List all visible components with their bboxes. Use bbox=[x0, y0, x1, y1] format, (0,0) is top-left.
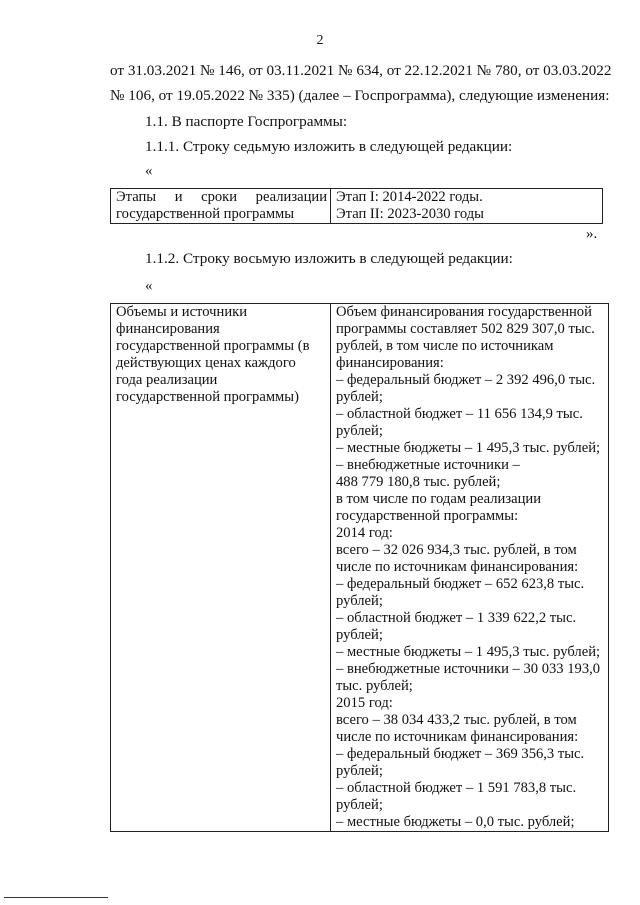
table-row bbox=[111, 304, 609, 832]
table-row bbox=[111, 189, 603, 224]
funding-value-line: – областной бюджет – 1 339 622,2 тыс. bbox=[336, 610, 577, 626]
funding-value-line: 2015 год: bbox=[336, 695, 393, 711]
funding-value-line: тыс. рублей; bbox=[336, 678, 413, 694]
funding-value-line: 488 779 180,8 тыс. рублей; bbox=[336, 474, 501, 490]
funding-value-line: Объем финансирования государственной bbox=[336, 304, 592, 320]
funding-label-cell bbox=[111, 304, 331, 832]
funding-table bbox=[110, 303, 609, 832]
intro-line-1: от 31.03.2021 № 146, от 03.11.2021 № 634, от 22.12.2021 № 780, от 03.03.2022 bbox=[110, 62, 612, 79]
quote-open-1: « bbox=[145, 163, 153, 179]
item-1-1: 1.1. В паспорте Госпрограммы: bbox=[145, 113, 348, 130]
funding-value-line: всего – 38 034 433,2 тыс. рублей, в том bbox=[336, 712, 577, 728]
item-1-1-1: 1.1.1. Строку седьмую изложить в следующей редакции: bbox=[145, 138, 513, 155]
funding-value-line: рублей; bbox=[336, 797, 383, 813]
funding-value-line: финансирования: bbox=[336, 355, 444, 371]
funding-value-line: рублей, в том числе по источникам bbox=[336, 338, 554, 354]
funding-value-line: рублей; bbox=[336, 389, 383, 405]
quote-close-1: ». bbox=[586, 226, 598, 242]
funding-value-line: – областной бюджет – 1 591 783,8 тыс. bbox=[336, 780, 577, 796]
funding-value-line: государственной программы: bbox=[336, 508, 519, 524]
stages-label-cell bbox=[111, 189, 331, 224]
funding-value-line: – областной бюджет – 11 656 134,9 тыс. bbox=[336, 406, 583, 422]
funding-value-line: – местные бюджеты – 1 495,3 тыс. рублей; bbox=[336, 440, 601, 456]
funding-value-line: 2014 год: bbox=[336, 525, 393, 541]
funding-value-line: числе по источникам финансирования: bbox=[336, 729, 579, 745]
funding-label-line: государственной программы) bbox=[116, 389, 299, 405]
funding-value-cell bbox=[331, 304, 609, 832]
stages-value-line-2: Этап II: 2023-2030 годы bbox=[336, 206, 484, 222]
stages-value-cell bbox=[331, 189, 603, 224]
funding-label-line: года реализации bbox=[116, 372, 218, 388]
funding-value-line: программы составляет 502 829 307,0 тыс. bbox=[336, 321, 595, 337]
funding-value-line: рублей; bbox=[336, 423, 383, 439]
footnote-divider bbox=[4, 897, 108, 898]
stages-label-line-1: Этапы и сроки реализации bbox=[116, 189, 327, 205]
stages-table bbox=[110, 188, 603, 224]
page-number: 2 bbox=[316, 33, 324, 48]
funding-value-line: – федеральный бюджет – 2 392 496,0 тыс. bbox=[336, 372, 596, 388]
funding-value-line: в том числе по годам реализации bbox=[336, 491, 542, 507]
funding-value-line: – местные бюджеты – 0,0 тыс. рублей; bbox=[336, 814, 575, 830]
funding-value-line: – местные бюджеты – 1 495,3 тыс. рублей; bbox=[336, 644, 601, 660]
funding-value-line: рублей; bbox=[336, 763, 383, 779]
funding-value-line: рублей; bbox=[336, 627, 383, 643]
funding-value-line: числе по источникам финансирования: bbox=[336, 559, 579, 575]
funding-label-line: действующих ценах каждого bbox=[116, 355, 296, 371]
item-1-1-2: 1.1.2. Строку восьмую изложить в следующей редакции: bbox=[145, 250, 513, 267]
stages-label-line-2: государственной программы bbox=[116, 206, 295, 222]
funding-label-line: финансирования bbox=[116, 321, 220, 337]
funding-value-line: рублей; bbox=[336, 593, 383, 609]
funding-value-line: – внебюджетные источники – bbox=[336, 457, 520, 473]
funding-value-line: – федеральный бюджет – 369 356,3 тыс. bbox=[336, 746, 585, 762]
funding-value-line: – федеральный бюджет – 652 623,8 тыс. bbox=[336, 576, 585, 592]
funding-label-line: государственной программы (в bbox=[116, 338, 310, 354]
intro-line-2: № 106, от 19.05.2022 № 335) (далее – Госпрограмма), следующие изменения: bbox=[110, 87, 610, 104]
quote-open-2: « bbox=[145, 278, 153, 294]
funding-value-line: – внебюджетные источники – 30 033 193,0 bbox=[336, 661, 601, 677]
stages-value-line-1: Этап I: 2014-2022 годы. bbox=[336, 189, 483, 205]
funding-label-line: Объемы и источники bbox=[116, 304, 248, 320]
funding-value-line: всего – 32 026 934,3 тыс. рублей, в том bbox=[336, 542, 577, 558]
